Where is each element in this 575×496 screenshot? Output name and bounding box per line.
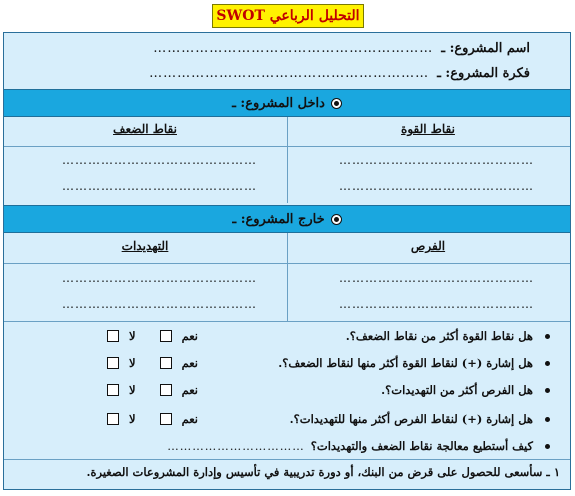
- opportunity-line-1[interactable]: ………………………………………: [339, 271, 534, 285]
- project-name-field[interactable]: [153, 41, 530, 56]
- outside-project-band: [4, 205, 570, 233]
- strengths-heading: نقاط القوة: [401, 122, 455, 136]
- opportunity-line-2[interactable]: ………………………………………: [339, 297, 534, 311]
- bullet-icon: [545, 444, 550, 449]
- answers-row-3: نعم لا: [12, 381, 202, 399]
- no-checkbox[interactable]: [107, 330, 119, 342]
- project-idea-field[interactable]: [149, 66, 530, 81]
- project-idea-label: فكرة المشروع: ـ: [437, 66, 530, 81]
- yes-checkbox[interactable]: [160, 384, 172, 396]
- strength-line-2[interactable]: ………………………………………: [339, 179, 534, 193]
- outside-project-heading: خارج المشروع: ـ: [232, 211, 325, 227]
- yes-checkbox[interactable]: [160, 357, 172, 369]
- open-answer-dots[interactable]: ……………………………: [167, 439, 305, 453]
- project-idea-dots: ……………………………………………………: [149, 66, 430, 81]
- threat-line-2[interactable]: ………………………………………: [62, 297, 257, 311]
- question-plus-strengths: هل إشارة (+) لنقاط القوة أكثر منها لنقاط الضعف؟.: [12, 354, 550, 372]
- plan-note: ١ ـ سأسعى للحصول على قرض من البنك، أو دورة تدريبية في تأسيس وإدارة المشروعات الصغيرة.: [86, 465, 560, 479]
- bullet-icon: [545, 417, 550, 422]
- threat-line-1[interactable]: ………………………………………: [62, 271, 257, 285]
- bullet-icon: [545, 361, 550, 366]
- project-name-label: اسم المشروع: ـ: [441, 41, 530, 56]
- yes-checkbox[interactable]: [160, 330, 172, 342]
- no-checkbox[interactable]: [107, 357, 119, 369]
- inside-project-heading: داخل المشروع: ـ: [232, 95, 325, 111]
- answers-row-4: نعم لا: [12, 410, 202, 428]
- radio-icon: [331, 98, 342, 109]
- answers-row-1: نعم لا: [12, 327, 202, 345]
- yes-checkbox[interactable]: [160, 413, 172, 425]
- swot-sheet: [3, 32, 571, 490]
- opportunities-heading: الفرص: [410, 239, 446, 253]
- inside-project-band: [4, 89, 570, 117]
- radio-icon: [331, 214, 342, 225]
- question-address-weaknesses: كيف أستطيع معالجة نقاط الضعف والتهديدات؟ ……………………………: [12, 437, 550, 455]
- page-title: التحليل الرباعي SWOT: [212, 4, 364, 28]
- no-checkbox[interactable]: [107, 413, 119, 425]
- weaknesses-heading: نقاط الضعف: [113, 122, 177, 136]
- strength-line-1[interactable]: ………………………………………: [339, 153, 534, 167]
- answers-row-2: نعم لا: [12, 354, 202, 372]
- no-checkbox[interactable]: [107, 384, 119, 396]
- project-name-dots: ……………………………………………………: [153, 41, 434, 56]
- question-strengths-vs-weaknesses: هل نقاط القوة أكثر من نقاط الضعف؟.: [12, 327, 550, 345]
- bullet-icon: [545, 388, 550, 393]
- weakness-line-1[interactable]: ………………………………………: [62, 153, 257, 167]
- bullet-icon: [545, 334, 550, 339]
- question-plus-opportunities: هل إشارة (+) لنقاط الفرص أكثر منها للتهديدات؟.: [12, 410, 550, 428]
- weakness-line-2[interactable]: ………………………………………: [62, 179, 257, 193]
- question-opportunities-vs-threats: هل الفرص أكثر من التهديدات؟.: [12, 381, 550, 399]
- threats-heading: التهديدات: [121, 239, 169, 253]
